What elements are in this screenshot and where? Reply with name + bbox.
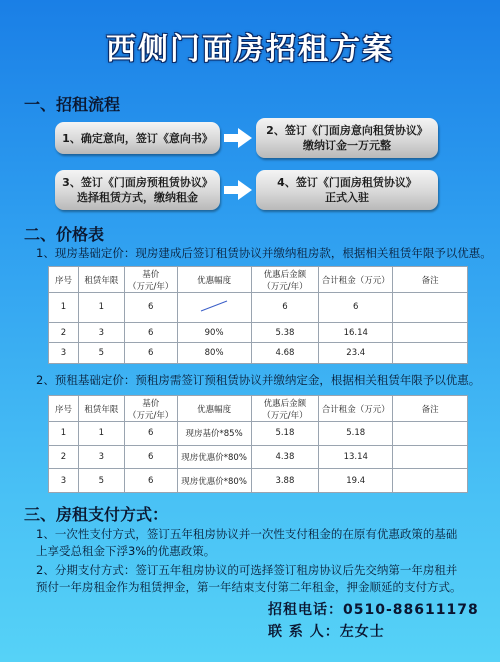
table-cell: 1 [78,293,124,323]
arrow-right-icon [224,128,252,148]
table-cell: 1 [49,422,79,446]
table-cell: 19.4 [319,469,393,493]
step-3-line1: 3、签订《门面房预租赁协议》 [62,176,213,189]
table-cell: 3 [49,343,79,364]
header-discount: 优惠幅度 [177,267,251,293]
step-1-text: 1、确定意向，签订《意向书》 [62,131,213,145]
table-cell: 现房优惠价*80% [177,445,251,469]
table-cell: 6 [124,422,177,446]
table-cell: 4.38 [251,445,319,469]
step-1-box [55,122,220,154]
header-total: 合计租金（万元） [319,396,393,422]
table-header-row [49,267,468,293]
table-cell: 5 [78,469,124,493]
table-cell: 3 [49,469,79,493]
payment-text-1: 1、一次性支付方式，签订五年租房协议并一次性支付租金的在原有优惠政策的基础 上享受总租金下浮3%的优惠政策。 [36,527,458,558]
step-2-line1: 2、签订《门面房意向租赁协议》 [266,124,428,137]
price-table-spot [48,266,468,364]
step-2-line2: 缴纳订金一万元整 [303,139,391,152]
table-cell: 6 [124,343,177,364]
table-cell: 5.38 [251,322,319,343]
contact-person: 联 系 人：左女士 [268,624,385,640]
table-cell: 80% [177,343,251,364]
header-after: 优惠后金额 （万元/年） [251,267,319,293]
price-table-presale [48,395,468,493]
table-cell: 90% [177,322,251,343]
table-row [49,469,468,493]
header-no: 序号 [49,396,79,422]
table-row [49,322,468,343]
table-cell: 13.14 [319,445,393,469]
header-years: 租赁年限 [78,267,124,293]
table-cell: 5 [78,343,124,364]
step-2-box [256,118,438,158]
table-cell: 6 [124,293,177,323]
header-discount: 优惠幅度 [177,396,251,422]
table-cell: 23.4 [319,343,393,364]
table-header-row [49,396,468,422]
price-note-2: 2、预租基础定价：预租房需签订预租赁协议并缴纳定金，根据相关租赁年限予以优惠。 [36,373,481,387]
table-row [49,343,468,364]
table-cell: 16.14 [319,322,393,343]
table-cell: 4.68 [251,343,319,364]
diagonal-slash-cell [177,293,251,323]
table-row [49,293,468,323]
table-row [49,445,468,469]
table-cell: 6 [124,445,177,469]
table-cell [393,343,468,364]
table-row [49,422,468,446]
header-remark: 备注 [393,396,468,422]
section-heading-payment: 三、房租支付方式： [24,505,169,524]
header-base: 基价 （万元/年） [124,396,177,422]
table-cell: 2 [49,445,79,469]
table-cell: 6 [251,293,319,323]
price-note-1: 1、现房基础定价：现房建成后签订租赁协议并缴纳租房款，根据相关租赁年限予以优惠。 [36,246,492,260]
section-heading-process: 一、招租流程 [24,95,121,114]
table-cell: 2 [49,322,79,343]
section-heading-price: 二、价格表 [24,225,105,244]
table-cell: 6 [319,293,393,323]
table-cell [393,469,468,493]
header-remark: 备注 [393,267,468,293]
table-cell: 现房优惠价*80% [177,469,251,493]
step-3-line2: 选择租赁方式，缴纳租金 [77,191,198,204]
header-no: 序号 [49,267,79,293]
table-cell: 1 [49,293,79,323]
table-cell: 3.88 [251,469,319,493]
table-cell [393,422,468,446]
table-cell: 1 [78,422,124,446]
table-cell: 3 [78,322,124,343]
step-4-box [256,170,438,210]
table-cell [393,322,468,343]
table-cell: 6 [124,322,177,343]
table-cell [393,445,468,469]
step-3-box [55,170,220,210]
header-after: 优惠后金额 （万元/年） [251,396,319,422]
header-years: 租赁年限 [78,396,124,422]
table-cell: 5.18 [319,422,393,446]
page-title: 西侧门面房招租方案 [106,32,394,67]
table-cell: 5.18 [251,422,319,446]
table-cell: 3 [78,445,124,469]
table-cell [393,293,468,323]
step-4-line1: 4、签订《门面房租赁协议》 [277,176,417,189]
payment-text-2: 2、分期支付方式：签订五年租房协议的可选择签订租房协议后先交纳第一年房租并 预付一年房租金作为租赁押金，第一年结束支付第二年租金，押金顺延的支付方式。 [36,563,462,594]
table-cell: 现房基价*85% [177,422,251,446]
table-cell: 6 [124,469,177,493]
header-base: 基价 （万元/年） [124,267,177,293]
header-total: 合计租金（万元） [319,267,393,293]
step-4-line2: 正式入驻 [325,191,369,204]
arrow-right-icon [224,180,252,200]
contact-phone: 招租电话：0510-88611178 [268,602,479,618]
